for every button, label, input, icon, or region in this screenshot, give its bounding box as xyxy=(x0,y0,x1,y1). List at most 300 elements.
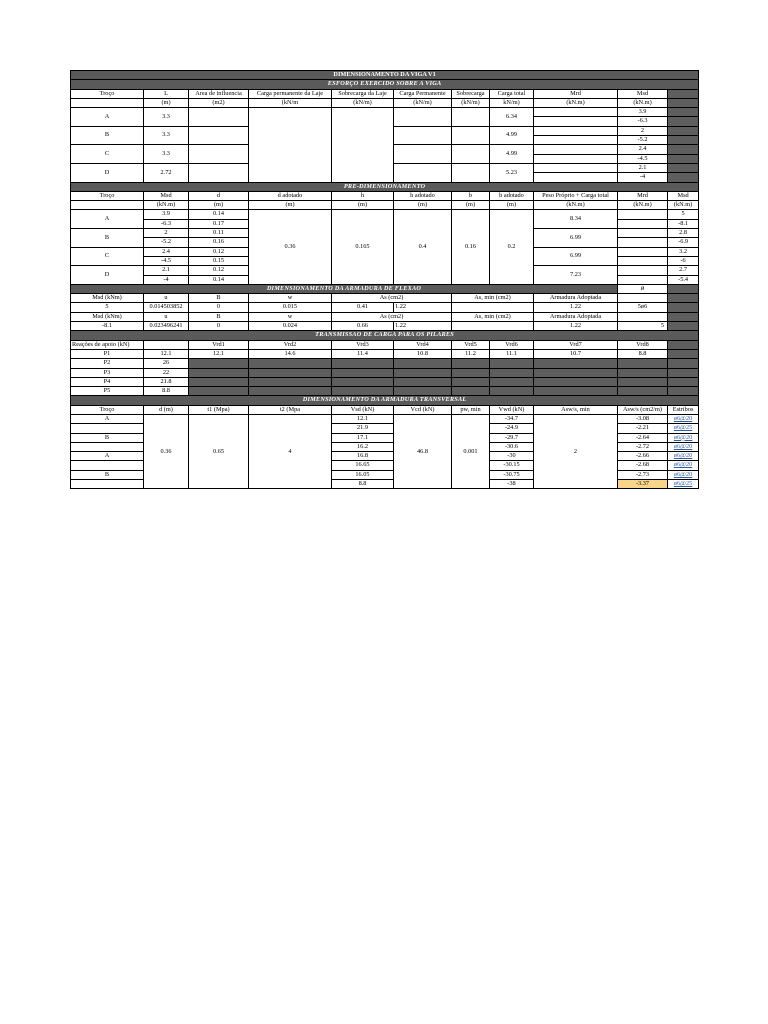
column-header: h adotado xyxy=(394,191,452,200)
cell: -6.9 xyxy=(668,238,699,247)
cell: As, min (cm2) xyxy=(452,312,534,321)
section-title-transversal: DIMENSIONAMENTO DA ARMADURA TRANSVERSAL xyxy=(71,396,699,405)
cell: 8.8 xyxy=(618,349,668,358)
column-header: t2 (Mpa xyxy=(249,405,332,414)
column-header: b adotado xyxy=(490,191,534,200)
cell: -3.37 xyxy=(618,480,668,489)
empty-cell xyxy=(452,126,490,145)
troco-label: B xyxy=(71,470,144,479)
column-unit: (m) xyxy=(452,201,490,210)
cell: Vrd8 xyxy=(618,340,668,349)
shaded-cell xyxy=(332,377,394,386)
column-unit: (kN/m) xyxy=(394,98,452,107)
estribo-cell: ø6@20 xyxy=(668,433,699,442)
column-unit: (kN/m) xyxy=(332,98,394,107)
cell: 0.16 xyxy=(452,210,490,284)
table-row xyxy=(71,71,699,80)
shaded-cell xyxy=(668,89,699,98)
shaded-cell xyxy=(394,377,452,386)
empty-cell xyxy=(618,275,668,284)
cell: P1 xyxy=(71,349,144,358)
empty-cell xyxy=(618,229,668,238)
mrd-cell xyxy=(534,163,618,172)
cell: 3.9 xyxy=(618,108,668,117)
cell: 5.23 xyxy=(490,163,534,182)
shaded-cell xyxy=(332,368,394,377)
column-unit: (kN.m) xyxy=(668,201,699,210)
column-header: Msd xyxy=(618,89,668,98)
table-row xyxy=(71,210,699,219)
table-row xyxy=(71,349,699,358)
cell: -4 xyxy=(618,173,668,182)
cell: 7.23 xyxy=(534,266,618,285)
table-row xyxy=(71,191,699,200)
cell: 1.22 xyxy=(394,322,452,331)
column-header: Troço xyxy=(71,405,144,414)
cell: 12.1 xyxy=(144,349,189,358)
troco-label xyxy=(71,442,144,451)
cell: As (cm2) xyxy=(332,312,452,321)
cell: Vrd3 xyxy=(332,340,394,349)
shaded-cell xyxy=(668,154,699,163)
shaded-cell xyxy=(189,377,249,386)
estribo-cell: ø6@20 xyxy=(668,452,699,461)
estribo-cell: ø6@25 xyxy=(668,424,699,433)
cell: 2.7 xyxy=(668,266,699,275)
column-unit: (kN/m xyxy=(249,98,332,107)
table-row xyxy=(71,312,699,321)
cell: -34.7 xyxy=(490,414,534,423)
cell: 11.2 xyxy=(452,349,490,358)
shaded-cell xyxy=(668,368,699,377)
shaded-cell xyxy=(668,98,699,107)
table-row xyxy=(71,377,699,386)
column-unit: (m) xyxy=(490,201,534,210)
cell: 5ø6 xyxy=(618,303,668,312)
cell: 0.66 xyxy=(332,322,394,331)
shaded-cell xyxy=(668,136,699,145)
cell: -4.5 xyxy=(144,256,189,265)
troco-label: A xyxy=(71,108,144,127)
cell: -5.2 xyxy=(618,136,668,145)
cell: Vrd4 xyxy=(394,340,452,349)
column-header: Mrd xyxy=(534,89,618,98)
section-title-flexao: DIMENSIONAMENTO DA ARMADURA DE FLEXAO xyxy=(71,284,618,293)
shaded-cell xyxy=(452,377,490,386)
cell: 2.1 xyxy=(144,266,189,275)
column-unit: (kN.m) xyxy=(534,98,618,107)
table-row xyxy=(71,294,699,303)
cell: 2.4 xyxy=(618,145,668,154)
table-row xyxy=(71,284,699,293)
cell: 2 xyxy=(534,414,618,488)
column-header: Vcd (kN) xyxy=(394,405,452,414)
shaded-cell xyxy=(394,387,452,396)
table-row xyxy=(71,340,699,349)
cell: 12.1 xyxy=(189,349,249,358)
shaded-cell xyxy=(668,322,699,331)
shaded-cell xyxy=(249,368,332,377)
cell: -29.7 xyxy=(490,433,534,442)
cell: -30.6 xyxy=(490,442,534,451)
column-header: Sobrecarga da Laje xyxy=(332,89,394,98)
table-row xyxy=(71,322,699,331)
cell: 0.36 xyxy=(249,210,332,284)
cell: -8.1 xyxy=(71,322,144,331)
mrd-cell xyxy=(534,126,618,135)
cell: 4 xyxy=(249,414,332,488)
shaded-cell xyxy=(249,387,332,396)
troco-label: A xyxy=(71,414,144,423)
cell: 0.165 xyxy=(332,210,394,284)
column-unit: (kN.m) xyxy=(618,98,668,107)
troco-label: A xyxy=(71,210,144,229)
estribo-cell: ø6@20 xyxy=(668,414,699,423)
cell: 6.34 xyxy=(490,108,534,127)
shaded-cell xyxy=(618,377,668,386)
cell: 1.22 xyxy=(534,322,618,331)
empty-cell xyxy=(618,294,668,303)
shaded-cell xyxy=(668,312,699,321)
column-header: Mrd xyxy=(618,191,668,200)
column-header: Msd xyxy=(144,191,189,200)
cell: B xyxy=(189,294,249,303)
cell: 0.14 xyxy=(189,210,249,219)
table-row xyxy=(71,201,699,210)
cell: 2 xyxy=(618,126,668,135)
cell: Vrd2 xyxy=(249,340,332,349)
column-header: pw, min xyxy=(452,405,490,414)
shaded-cell xyxy=(452,359,490,368)
shaded-cell xyxy=(189,387,249,396)
empty-cell xyxy=(452,303,534,312)
cell: 16.65 xyxy=(332,461,394,470)
table-row xyxy=(71,368,699,377)
table-row xyxy=(71,387,699,396)
cell: 3.2 xyxy=(668,247,699,256)
cell: -5.2 xyxy=(144,238,189,247)
shaded-cell xyxy=(618,368,668,377)
column-header: Vwd (kN) xyxy=(490,405,534,414)
empty-cell xyxy=(618,312,668,321)
cell: 8.8 xyxy=(332,480,394,489)
shaded-cell xyxy=(452,387,490,396)
cell: As, min (cm2) xyxy=(452,294,534,303)
column-header: Carga permanente da Laje xyxy=(249,89,332,98)
shaded-cell xyxy=(534,359,618,368)
cell: -2.64 xyxy=(618,433,668,442)
sheet-title: DIMENSIONAMENTO DA VIGA V1 xyxy=(71,71,699,80)
cell: 11.4 xyxy=(332,349,394,358)
cell: 2.72 xyxy=(144,163,189,182)
shaded-cell xyxy=(332,387,394,396)
troco-label: B xyxy=(71,433,144,442)
cell: 46.8 xyxy=(394,414,452,488)
cell: B xyxy=(189,312,249,321)
cell: 14.6 xyxy=(249,349,332,358)
column-unit: (kN.m) xyxy=(534,201,618,210)
shaded-cell xyxy=(668,377,699,386)
phi-symbol: ø xyxy=(618,284,668,293)
cell: -2.72 xyxy=(618,442,668,451)
cell: 16.8 xyxy=(332,452,394,461)
estribo-cell: ø6@20 xyxy=(668,461,699,470)
shaded-cell xyxy=(668,117,699,126)
cell: -4 xyxy=(144,275,189,284)
empty-cell xyxy=(618,247,668,256)
cell: 0.16 xyxy=(189,238,249,247)
shaded-cell xyxy=(668,126,699,135)
cell: 0.36 xyxy=(144,414,189,488)
cell: -5.4 xyxy=(668,275,699,284)
cell: 0.65 xyxy=(189,414,249,488)
shaded-cell xyxy=(618,359,668,368)
empty-cell xyxy=(452,145,490,164)
cell: -30.75 xyxy=(490,470,534,479)
troco-label: B xyxy=(71,229,144,248)
shaded-cell xyxy=(668,145,699,154)
shaded-cell xyxy=(534,387,618,396)
shaded-cell xyxy=(668,294,699,303)
cell: 10.7 xyxy=(534,349,618,358)
cell xyxy=(144,340,189,349)
cell: 0 xyxy=(189,303,249,312)
mrd-cell xyxy=(534,108,618,117)
cell: 0.023496241 xyxy=(144,322,189,331)
cell: 0 xyxy=(189,322,249,331)
table-row xyxy=(71,108,699,117)
shaded-cell xyxy=(668,303,699,312)
shaded-cell xyxy=(249,377,332,386)
cell: 6.99 xyxy=(534,247,618,266)
cell: 4.99 xyxy=(490,145,534,164)
cell: Reações de apoio (kN) xyxy=(71,340,144,349)
cell: 6.99 xyxy=(534,229,618,248)
cell: 21.9 xyxy=(332,424,394,433)
troco-label: A xyxy=(71,452,144,461)
spreadsheet xyxy=(70,70,698,489)
column-header: d xyxy=(189,191,249,200)
cell: P2 xyxy=(71,359,144,368)
cell: -2.66 xyxy=(618,452,668,461)
column-header: Peso Próprio + Carga total xyxy=(534,191,618,200)
table-row xyxy=(71,414,699,423)
cell: 16.2 xyxy=(332,442,394,451)
cell: Vrd6 xyxy=(490,340,534,349)
mrd-cell xyxy=(534,145,618,154)
cell: 11.1 xyxy=(490,349,534,358)
shaded-cell xyxy=(668,387,699,396)
cell: 2.8 xyxy=(668,229,699,238)
cell: 0.14 xyxy=(189,275,249,284)
column-unit: kN/m) xyxy=(490,98,534,107)
cell: Vrd5 xyxy=(452,340,490,349)
column-header: Area de influencia xyxy=(189,89,249,98)
troco-label xyxy=(71,461,144,470)
column-unit: (kN/m) xyxy=(452,98,490,107)
cell: 12.1 xyxy=(332,414,394,423)
cell: 3.3 xyxy=(144,126,189,145)
empty-cell xyxy=(394,108,452,127)
cell: -6.3 xyxy=(144,219,189,228)
shaded-cell xyxy=(668,284,699,293)
troco-label: D xyxy=(71,266,144,285)
cell: Vrd7 xyxy=(534,340,618,349)
cell: -24.9 xyxy=(490,424,534,433)
column-header: Troço xyxy=(71,89,144,98)
cell: -3.08 xyxy=(618,414,668,423)
cell: 0.024 xyxy=(249,322,332,331)
mrd-cell xyxy=(534,117,618,126)
shaded-cell xyxy=(394,368,452,377)
troco-label: C xyxy=(71,247,144,266)
column-header: Estribos xyxy=(668,405,699,414)
column-unit: (m) xyxy=(249,201,332,210)
troco-label xyxy=(71,480,144,489)
cell: 0.41 xyxy=(332,303,394,312)
column-header: Carga total xyxy=(490,89,534,98)
column-header: d adotado xyxy=(249,191,332,200)
cell: 2.1 xyxy=(618,163,668,172)
table-row xyxy=(71,359,699,368)
cell: 2.4 xyxy=(144,247,189,256)
empty-cell xyxy=(618,219,668,228)
cell: 26 xyxy=(144,359,189,368)
empty-cell xyxy=(618,266,668,275)
shaded-cell xyxy=(668,173,699,182)
empty-cell xyxy=(618,238,668,247)
shaded-cell xyxy=(534,368,618,377)
cell: 1.22 xyxy=(394,303,452,312)
troco-label xyxy=(71,424,144,433)
empty-cell xyxy=(189,145,249,164)
cell: 0.4 xyxy=(394,210,452,284)
cell: P4 xyxy=(71,377,144,386)
column-header: d (m) xyxy=(144,405,189,414)
column-header: Troço xyxy=(71,191,144,200)
shaded-cell xyxy=(249,359,332,368)
column-unit: (m) xyxy=(144,98,189,107)
shaded-cell xyxy=(490,368,534,377)
column-unit: (kN.m) xyxy=(618,201,668,210)
cell: u xyxy=(144,294,189,303)
table-row xyxy=(71,89,699,98)
estribo-cell: ø6@25 xyxy=(668,480,699,489)
troco-label: C xyxy=(71,145,144,164)
estribo-cell: ø6@20 xyxy=(668,442,699,451)
shaded-cell xyxy=(668,163,699,172)
cell: -6 xyxy=(668,256,699,265)
shaded-cell xyxy=(490,377,534,386)
cell: -38 xyxy=(490,480,534,489)
empty-cell xyxy=(452,322,534,331)
cell: 10.8 xyxy=(394,349,452,358)
section-title-predim: PRE-DIMENSIONAMENTO xyxy=(71,182,699,191)
cell: 2 xyxy=(144,229,189,238)
cell: -2.21 xyxy=(618,424,668,433)
cell: As (cm2) xyxy=(332,294,452,303)
cell: Armadura Adoptada xyxy=(534,294,618,303)
shaded-cell xyxy=(452,368,490,377)
cell: 3.3 xyxy=(144,108,189,127)
column-header: Sobrecarga xyxy=(452,89,490,98)
shaded-cell xyxy=(534,377,618,386)
empty-cell xyxy=(394,145,452,164)
shaded-cell xyxy=(490,387,534,396)
empty-cell xyxy=(618,210,668,219)
column-unit: (m) xyxy=(189,201,249,210)
column-unit: (m) xyxy=(332,201,394,210)
cell: w xyxy=(249,312,332,321)
empty-cell xyxy=(189,163,249,182)
laje-perm-cell xyxy=(249,108,332,182)
cell: 5 xyxy=(668,210,699,219)
cell: 8.8 xyxy=(144,387,189,396)
cell: 5 xyxy=(71,303,144,312)
empty-cell xyxy=(452,108,490,127)
cell: -30.15 xyxy=(490,461,534,470)
cell: -2.73 xyxy=(618,470,668,479)
cell: 22 xyxy=(144,368,189,377)
cell: 0.17 xyxy=(189,219,249,228)
cell: 5 xyxy=(618,322,668,331)
section-title-pilares: TRANSMISSAO DE CARGA PARA OS PILARES xyxy=(71,331,699,340)
troco-label: B xyxy=(71,126,144,145)
mrd-cell xyxy=(534,136,618,145)
table-row xyxy=(71,405,699,414)
shaded-cell xyxy=(332,359,394,368)
table-row xyxy=(71,331,699,340)
empty-cell xyxy=(394,163,452,182)
column-header: h xyxy=(332,191,394,200)
shaded-cell xyxy=(189,368,249,377)
table-row xyxy=(71,303,699,312)
empty-cell xyxy=(452,163,490,182)
column-header: b xyxy=(452,191,490,200)
cell: 0.12 xyxy=(189,247,249,256)
column-header: Asw/s, min xyxy=(534,405,618,414)
estribo-cell: ø6@20 xyxy=(668,470,699,479)
shaded-cell xyxy=(668,359,699,368)
cell: -4.5 xyxy=(618,154,668,163)
column-header: Msd xyxy=(668,191,699,200)
table-row xyxy=(71,182,699,191)
cell: 0.015 xyxy=(249,303,332,312)
cell: Vrd1 xyxy=(189,340,249,349)
cell: 16.05 xyxy=(332,470,394,479)
shaded-cell xyxy=(668,349,699,358)
cell: 0.014503852 xyxy=(144,303,189,312)
column-header: t1 (Mpa) xyxy=(189,405,249,414)
column-unit: (m2) xyxy=(189,98,249,107)
column-header: Asw/s (cm2/m) xyxy=(618,405,668,414)
cell: P3 xyxy=(71,368,144,377)
shaded-cell xyxy=(394,359,452,368)
cell: 0.001 xyxy=(452,414,490,488)
cell: 1.22 xyxy=(534,303,618,312)
column-header: Vsd (kN) xyxy=(332,405,394,414)
cell: 0.11 xyxy=(189,229,249,238)
cell: Armadura Adoptada xyxy=(534,312,618,321)
laje-sobre-cell xyxy=(332,108,394,182)
cell: 17.1 xyxy=(332,433,394,442)
cell: -30 xyxy=(490,452,534,461)
empty-cell xyxy=(394,126,452,145)
cell: 3.3 xyxy=(144,145,189,164)
cell: 0.2 xyxy=(490,210,534,284)
table-row xyxy=(71,98,699,107)
shaded-cell xyxy=(668,340,699,349)
